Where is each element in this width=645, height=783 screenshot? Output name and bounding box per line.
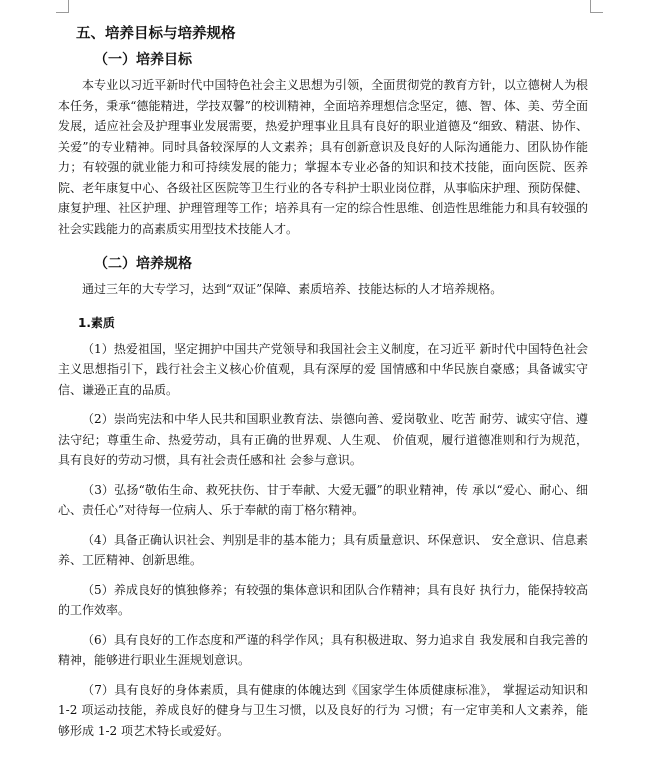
quality-item: （2）崇尚宪法和中华人民共和国职业教育法、崇德向善、爱岗敬业、吃苦 耐劳、诚实守信、遵法守纪；尊重生命、热爱劳动，具有正确的世界观、人生观、 价值观，履行道德准则和行为规范，具有良好的劳动习惯，具有社会责任感和社 会参与意识。 <box>58 412 588 467</box>
document-page <box>58 14 588 750</box>
quality-item: （6）具有良好的工作态度和严谨的科学作风；具有积极进取、努力追求自 我发展和自我完善的精神，能够进行职业生涯规划意识。 <box>58 632 588 667</box>
quality-item: （3）弘扬“敬佑生命、救死扶伤、甘于奉献、大爱无疆”的职业精神，传 承以“爱心、耐心、细心、责任心”对待每一位病人、乐于奉献的南丁格尔精神。 <box>58 482 588 517</box>
quality-item: （1）热爱祖国，坚定拥护中国共产党领导和我国社会主义制度，在习近平 新时代中国特色社会主义思想指引下，践行社会主义核心价值观，具有深厚的爱 国情感和中华民族自豪感；具备诚实守信、谦逊正直的品质。 <box>58 341 588 397</box>
goal-paragraph: 本专业以习近平新时代中国特色社会主义思想为引领，全面贯彻党的教育方针，以立德树人为根本任务，秉承“德能精进，学技双馨”的校训精神，全面培养理想信念坚定，德、智、体、美、劳全面发展，适应社会及护理事业发展需要，热爱护理事业且具有良好的职业道德及“细致、精湛、协作、关爱”的专业精神。同时具备较深厚的人文素养；具有创新意识及良好的人际沟通能力、团队协作能力；有较强的就业能力和可持续发展的能力；掌握本专业必备的知识和技术技能，面向医院、医养院、老年康复中心、各级社区医院等卫生行业的各专科护士职业岗位群，从事临床护理、预防保健、康复护理、社区护理、护理管理等工作；培养具有一定的综合性思维、创造性思维能力和具有较强的社会实践能力的高素质实用型技术技能人才。 <box>58 78 588 236</box>
crop-mark-left <box>56 0 69 13</box>
goal-heading: （一）培养目标 <box>94 52 192 68</box>
quality-item: （7）具有良好的身体素质，具有健康的体魄达到《国家学生体质健康标准》， 掌握运动知识和 1-2 项运动技能，养成良好的健身与卫生习惯，以及良好的行为 习惯；有一定审美和人文素养，能够形成 1-2 项艺术特长或爱好。 <box>58 682 588 738</box>
spec-intro: 通过三年的大专学习，达到“双证”保障、素质培养、技能达标的人才培养规格。 <box>82 282 503 296</box>
spec-heading: （二）培养规格 <box>94 256 192 272</box>
quality-item: （4）具备正确认识社会、判别是非的基本能力；具有质量意识、环保意识、 安全意识、信息素养、工匠精神、创新思维。 <box>58 532 588 567</box>
crop-mark-right <box>590 0 603 13</box>
quality-item: （5）养成良好的慎独修养；有较强的集体意识和团队合作精神；具有良好 执行力，能保持较高的工作效率。 <box>58 582 588 617</box>
quality-heading: 1.素质 <box>78 315 115 330</box>
section-title: 五、培养目标与培养规格 <box>76 26 236 42</box>
